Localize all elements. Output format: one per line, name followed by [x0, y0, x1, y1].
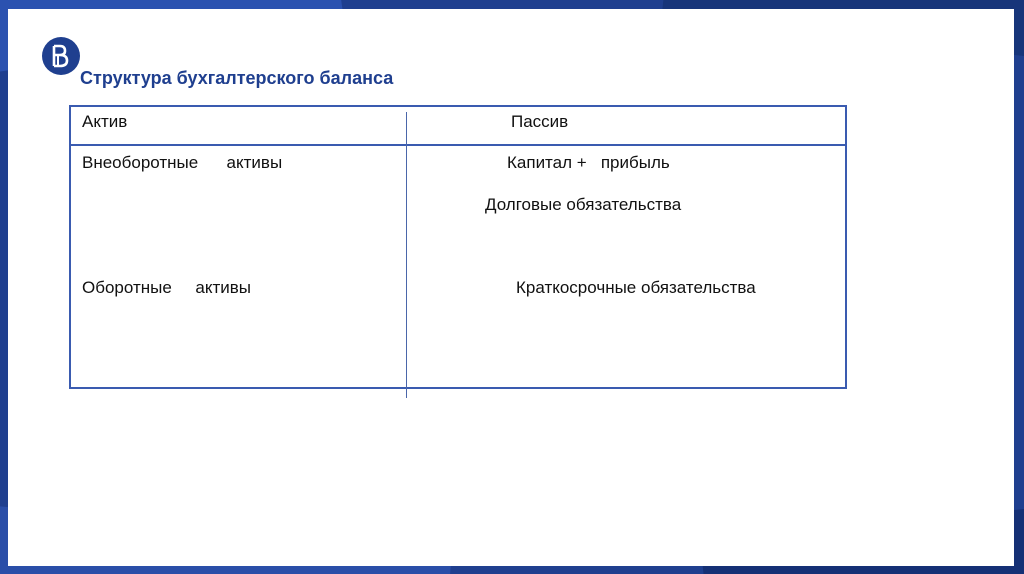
header-divider [71, 144, 845, 146]
logo-mark [49, 43, 73, 69]
header-assets: Актив [82, 112, 128, 131]
balance-table [69, 105, 847, 389]
long-term-liabilities: Долговые обязательства [485, 195, 682, 214]
short-term-liabilities: Краткосрочные обязательства [516, 278, 756, 297]
noncurrent-assets: Внеоборотные активы [82, 153, 283, 172]
column-divider [406, 112, 407, 398]
hse-logo-icon [42, 37, 80, 75]
current-assets: Оборотные активы [82, 278, 252, 297]
header-liabilities: Пассив [511, 112, 569, 131]
page-title: Структура бухгалтерского баланса [80, 68, 394, 88]
equity-profit: Капитал + прибыль [507, 153, 670, 172]
slide [8, 9, 1014, 566]
